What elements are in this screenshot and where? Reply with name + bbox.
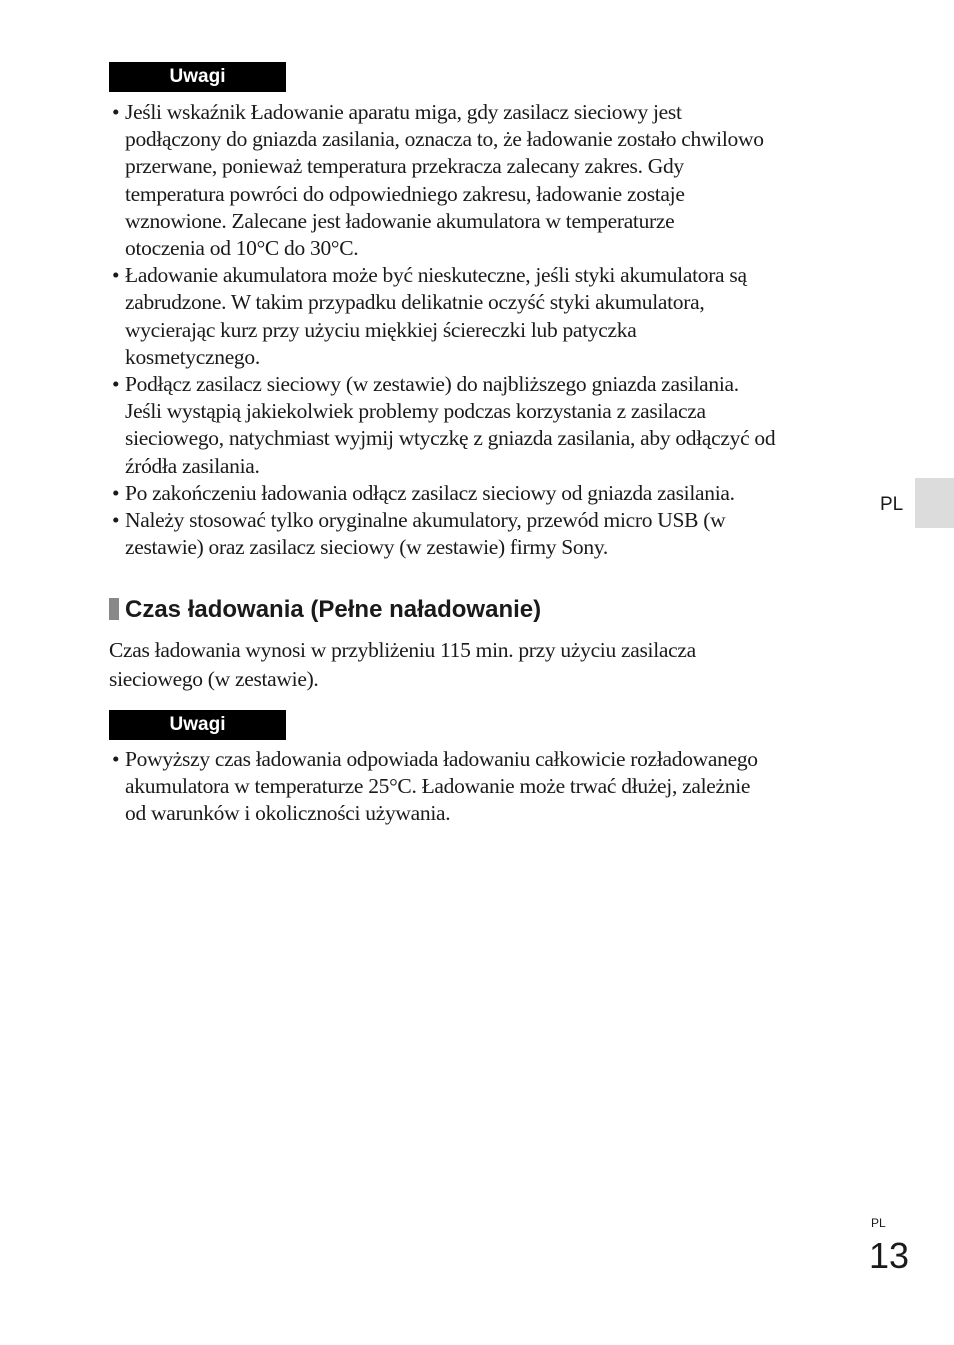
bullet-line: • Ładowanie akumulatora może być nieskuteczne, jeśli styki akumulatora są — [125, 263, 747, 288]
paragraph-line: sieciowego (w zestawie). — [109, 667, 319, 691]
language-side-tab — [915, 478, 954, 528]
bullet-item — [109, 480, 869, 507]
notes-label: Uwagi — [109, 710, 286, 740]
paragraph-line: Czas ładowania wynosi w przybliżeniu 115 min. przy użyciu zasilacza — [109, 638, 696, 662]
notes-list — [109, 746, 869, 828]
bullet-item — [109, 507, 869, 561]
bullet-item — [109, 262, 869, 371]
bullet-item — [109, 746, 869, 828]
language-tab-label: PL — [880, 494, 904, 515]
bullet-line: zestawie) oraz zasilacz sieciowy (w zestawie) firmy Sony. — [125, 535, 608, 560]
bullet-line: od warunków i okoliczności używania. — [125, 801, 451, 826]
bullet-line: • Jeśli wskaźnik Ładowanie aparatu miga, gdy zasilacz sieciowy jest — [125, 100, 682, 124]
footer-language: PL — [871, 1216, 886, 1230]
section-paragraph — [109, 636, 696, 694]
bullet-item — [109, 99, 869, 262]
bullet-line: • Powyższy czas ładowania odpowiada ładowaniu całkowicie rozładowanego — [125, 747, 758, 771]
bullet-line: • Należy stosować tylko oryginalne akumulatory, przewód micro USB (w — [125, 508, 726, 533]
bullet-line: wznowione. Zalecane jest ładowanie akumulatora w temperaturze — [125, 208, 675, 233]
bullet-line: • Podłącz zasilacz sieciowy (w zestawie) do najbliższego gniazda zasilania. — [125, 372, 739, 397]
bullet-line: sieciowego, natychmiast wyjmij wtyczkę z gniazda zasilania, aby odłączyć od — [125, 426, 776, 451]
heading-marker-icon — [109, 598, 119, 620]
section-heading — [109, 596, 541, 624]
section-heading-text: Czas ładowania (Pełne naładowanie) — [125, 596, 542, 623]
bullet-line: wycierając kurz przy użyciu miękkiej ściereczki lub patyczka — [125, 317, 637, 342]
bullet-line: zabrudzone. W takim przypadku delikatnie oczyść styki akumulatora, — [125, 290, 705, 315]
bullet-line: temperatura powróci do odpowiedniego zakresu, ładowanie zostaje — [125, 181, 685, 206]
notes-list — [109, 99, 869, 561]
page-number: 13 — [869, 1235, 910, 1276]
notes-label: Uwagi — [109, 62, 286, 92]
bullet-line: akumulatora w temperaturze 25°C. Ładowanie może trwać dłużej, zależnie — [125, 774, 751, 799]
bullet-line: otoczenia od 10°C do 30°C. — [125, 236, 359, 261]
bullet-line: kosmetycznego. — [125, 344, 260, 369]
bullet-item — [109, 371, 869, 480]
bullet-line: przerwane, ponieważ temperatura przekracza zalecany zakres. Gdy — [125, 154, 684, 179]
bullet-line: Jeśli wystąpią jakiekolwiek problemy podczas korzystania z zasilacza — [125, 399, 706, 424]
bullet-line: podłączony do gniazda zasilania, oznacza to, że ładowanie zostało chwilowo — [125, 127, 764, 152]
bullet-line: źródła zasilania. — [125, 453, 260, 478]
bullet-line: • Po zakończeniu ładowania odłącz zasilacz sieciowy od gniazda zasilania. — [125, 480, 735, 505]
